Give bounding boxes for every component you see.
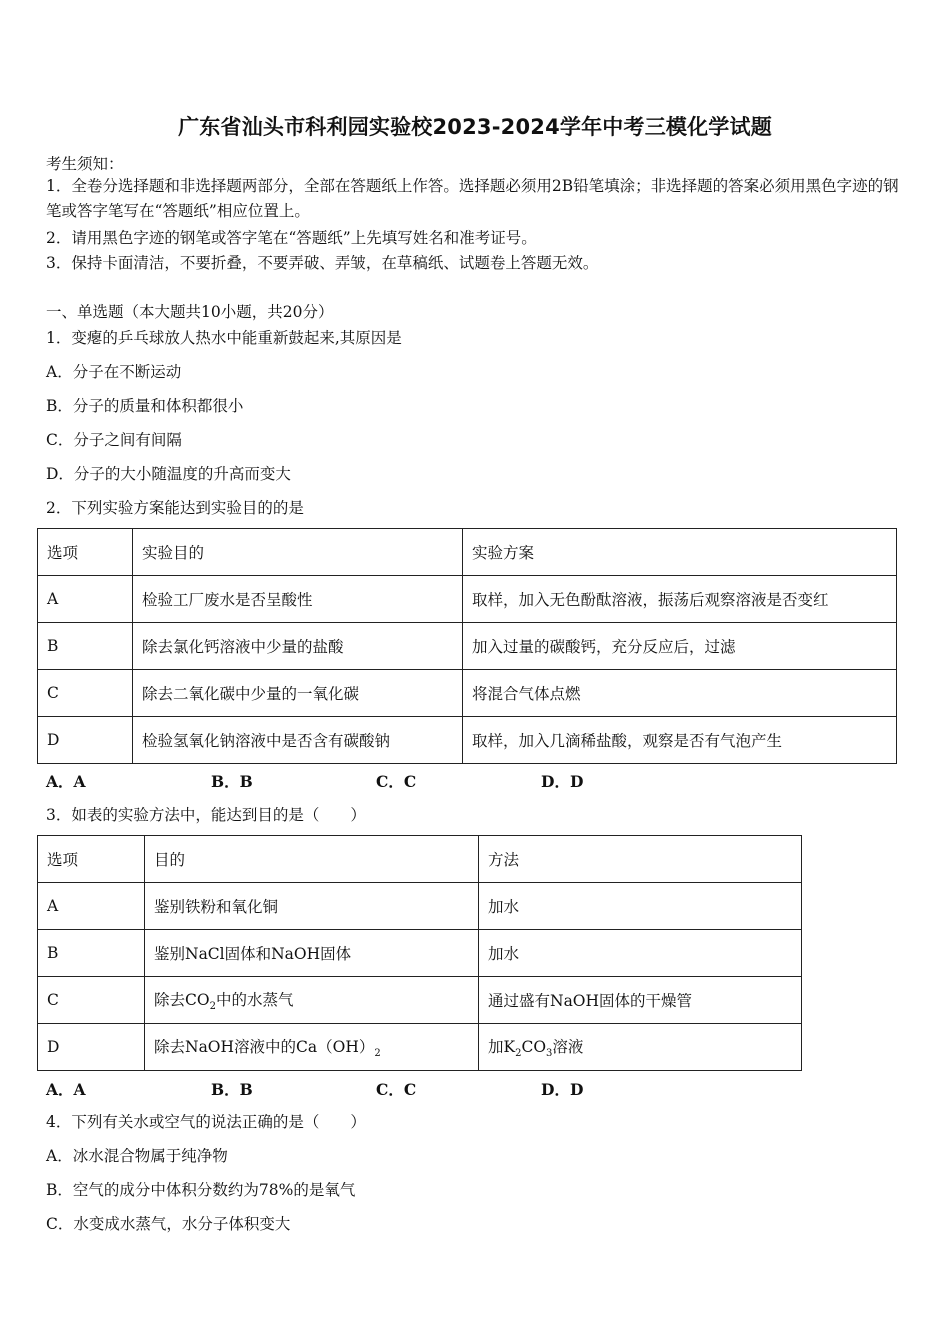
subscript: 2 [209, 1001, 216, 1013]
table-cell-purpose: 检验氢氧化钠溶液中是否含有碳酸钠 [133, 717, 463, 764]
table-cell-method: 加水 [479, 930, 802, 977]
q3-answer-c: C．C [376, 1080, 417, 1099]
q2-answer-c: C．C [376, 772, 417, 791]
table-header-cell: 选项 [38, 836, 145, 883]
goal-text: 中的水蒸气 [215, 990, 294, 1009]
table-header-row [38, 529, 897, 576]
table-header-row [38, 836, 802, 883]
table-cell-purpose: 除去二氧化碳中少量的一氧化碳 [133, 670, 463, 717]
q1-stem: 1．变瘪的乒乓球放人热水中能重新鼓起来,其原因是 [46, 329, 402, 347]
section-heading: 一、单选题（本大题共10小题，共20分） [46, 303, 334, 321]
q4-option-c: C．水变成水蒸气，水分子体积变大 [46, 1215, 291, 1233]
table-cell-goal: 鉴别铁粉和氧化铜 [145, 883, 479, 930]
q3-answer-a: A．A [46, 1080, 86, 1099]
table-row [38, 1024, 802, 1071]
q4-option-b: B．空气的成分中体积分数约为78%的是氧气 [46, 1181, 356, 1199]
q2-answer-b: B．B [211, 772, 253, 791]
notice-item-3: 3．保持卡面清洁，不要折叠，不要弄破、弄皱，在草稿纸、试题卷上答题无效。 [46, 254, 599, 272]
page-title: 广东省汕头市科利园实验校2023-2024学年中考三模化学试题 [178, 115, 772, 139]
table-cell-goal: 鉴别NaCl固体和NaOH固体 [145, 930, 479, 977]
q1-option-c: C．分子之间有间隔 [46, 431, 182, 449]
table-cell-plan: 加入过量的碳酸钙，充分反应后，过滤 [463, 623, 897, 670]
table-cell-method: 通过盛有NaOH固体的干燥管 [479, 977, 802, 1024]
q1-option-b: B．分子的质量和体积都很小 [46, 397, 244, 415]
method-text: 溶液 [552, 1037, 584, 1056]
goal-text: 除去CO [154, 990, 210, 1009]
table-cell-goal [145, 977, 479, 1024]
table-row [38, 576, 897, 623]
table-cell-method: 加水 [479, 883, 802, 930]
notice-heading: 考生须知： [46, 155, 124, 173]
table-row [38, 670, 897, 717]
table-row [38, 883, 802, 930]
method-text: CO [521, 1037, 547, 1056]
subscript: 3 [546, 1048, 553, 1060]
q3-answer-b: B．B [211, 1080, 253, 1099]
table-cell-option: A [38, 576, 133, 623]
table-cell-option: D [38, 1024, 145, 1071]
table-cell-method [479, 1024, 802, 1071]
table-row [38, 977, 802, 1024]
table-cell-option: C [38, 977, 145, 1024]
subscript: 2 [374, 1048, 381, 1060]
q2-answer-d: D．D [541, 772, 584, 791]
notice-item-1: 1．全卷分选择题和非选择题两部分，全部在答题纸上作答。选择题必须用2B铅笔填涂；非选择题的答案必须用黑色字迹的钢笔或答字笔写在“答题纸”相应位置上。 [46, 177, 899, 220]
q2-answer-a: A．A [46, 772, 86, 791]
table-header-cell: 实验目的 [133, 529, 463, 576]
table-row [38, 930, 802, 977]
q4-stem: 4．下列有关水或空气的说法正确的是（ ） [46, 1113, 366, 1131]
table-row [38, 717, 897, 764]
table-cell-goal [145, 1024, 479, 1071]
table-cell-option: B [38, 623, 133, 670]
table-row [38, 623, 897, 670]
q1-option-d: D．分子的大小随温度的升高而变大 [46, 465, 291, 483]
table-cell-plan: 取样，加入无色酚酞溶液，振荡后观察溶液是否变红 [463, 576, 897, 623]
table-cell-option: C [38, 670, 133, 717]
table-cell-option: A [38, 883, 145, 930]
subscript: 2 [515, 1048, 522, 1060]
table-cell-purpose: 除去氯化钙溶液中少量的盐酸 [133, 623, 463, 670]
goal-text: 除去NaOH溶液中的Ca（OH） [154, 1037, 375, 1056]
table-header-cell: 选项 [38, 529, 133, 576]
notice-item-2: 2．请用黑色字迹的钢笔或答字笔在“答题纸”上先填写姓名和准考证号。 [46, 229, 537, 247]
table-header-cell: 方法 [479, 836, 802, 883]
q4-option-a: A．冰水混合物属于纯净物 [46, 1147, 228, 1165]
table-header-cell: 实验方案 [463, 529, 897, 576]
q3-stem: 3．如表的实验方法中，能达到目的是（ ） [46, 806, 366, 824]
q2-stem: 2．下列实验方案能达到实验目的的是 [46, 499, 304, 517]
table-cell-option: D [38, 717, 133, 764]
table-cell-purpose: 检验工厂废水是否呈酸性 [133, 576, 463, 623]
table-cell-plan: 取样，加入几滴稀盐酸，观察是否有气泡产生 [463, 717, 897, 764]
q3-answer-d: D．D [541, 1080, 584, 1099]
q1-option-a: A．分子在不断运动 [46, 363, 182, 381]
table-cell-plan: 将混合气体点燃 [463, 670, 897, 717]
table-cell-option: B [38, 930, 145, 977]
q3-table [37, 835, 802, 1071]
method-text: 加K [488, 1037, 516, 1056]
table-header-cell: 目的 [145, 836, 479, 883]
q2-table [37, 528, 897, 764]
